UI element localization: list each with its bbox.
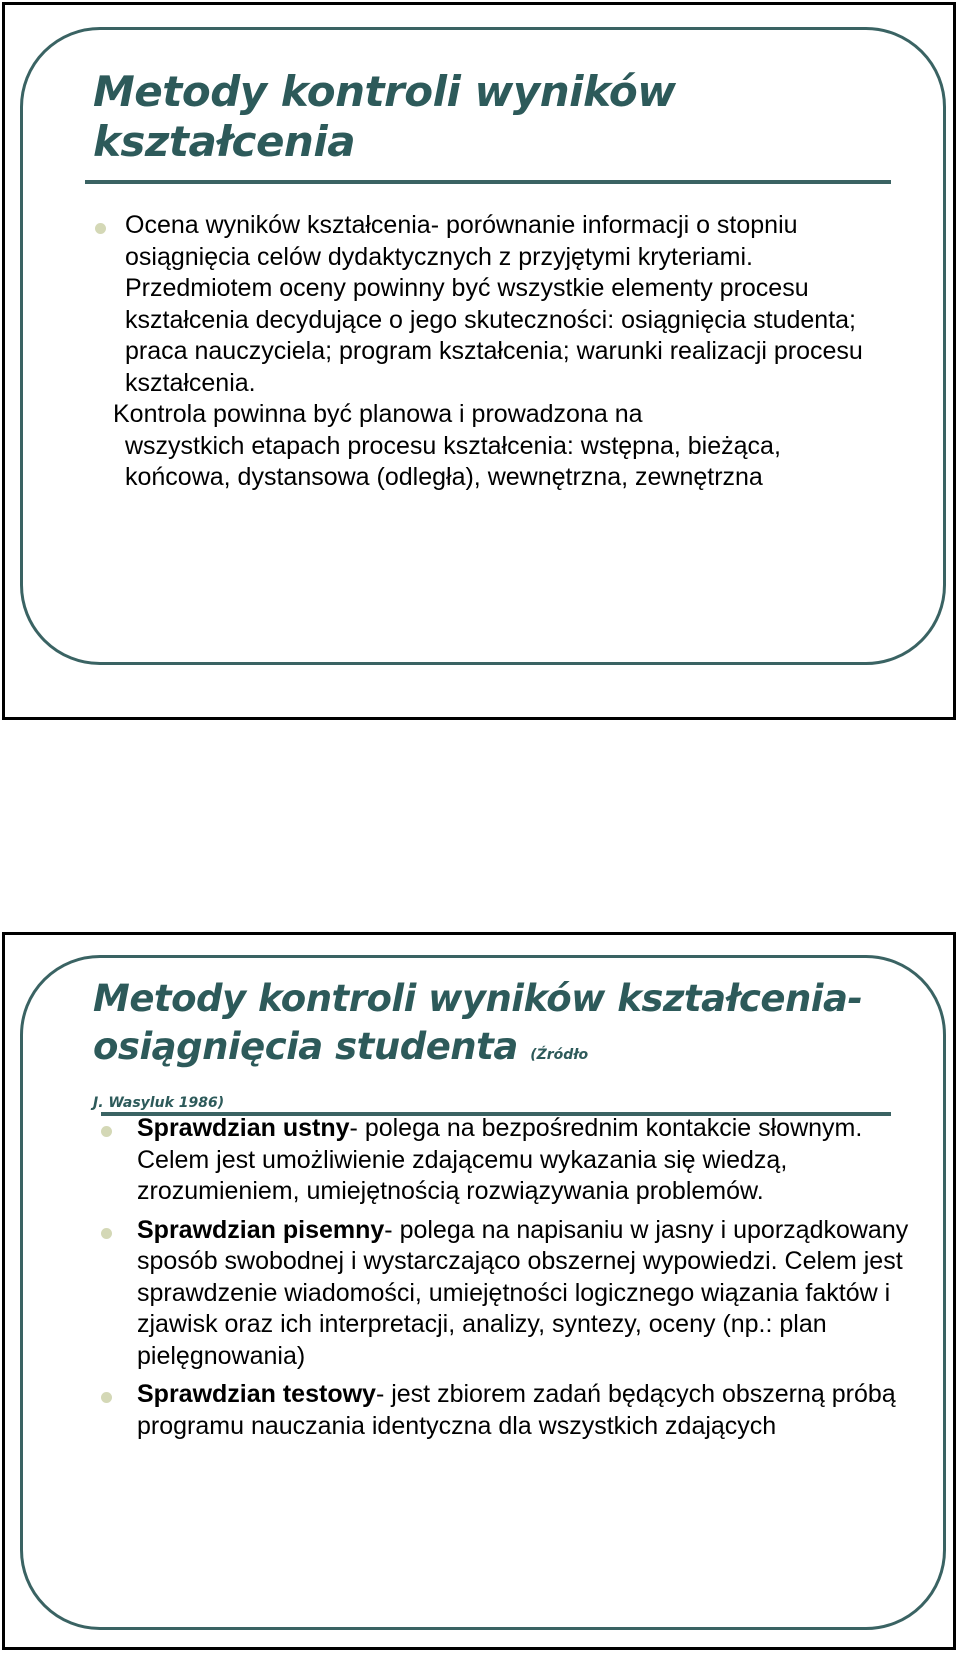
source-citation: (Źródło bbox=[530, 1047, 589, 1063]
paragraph-rest: wszystkich etapach procesu kształcenia: wstępna, bieżąca, końcowa, dystansowa (odległa), wewnętrzna, zewnętrzna bbox=[125, 431, 781, 491]
item-description: - jest zbiorem zadań będących obszerną próbą programu nauczania identyczna dla wszystkich zdających bbox=[137, 1380, 896, 1440]
bullet-icon bbox=[101, 1126, 112, 1137]
list-item bbox=[101, 1379, 941, 1442]
slide-title-text: Metody kontroli wyników kształcenia- osiągnięcia studenta bbox=[93, 977, 863, 1068]
slide-title: Metody kontroli wyników kształcenia bbox=[93, 67, 676, 166]
bullet-icon bbox=[95, 223, 106, 234]
item-term: Sprawdzian pisemny bbox=[137, 1215, 385, 1244]
item-description: - polega na napisaniu w jasny i uporządkowany sposób swobodnej i wystarczająco obszernej wypowiedzi. Celem jest sprawdzenie wiadomości, umiejętności logicznego wiązania faktów i zjawisk oraz ich interpretacji, analizy, syntezy, oceny (np.: plan pielęgnowania) bbox=[137, 1215, 909, 1370]
item-term: Sprawdzian testowy bbox=[137, 1380, 376, 1408]
slide-body bbox=[101, 1113, 941, 1449]
slide-title bbox=[93, 975, 873, 1119]
list-item bbox=[101, 1215, 941, 1373]
paragraph bbox=[91, 399, 881, 494]
bullet-item bbox=[91, 210, 881, 399]
slide-body bbox=[91, 210, 881, 494]
source-citation-cont: J. Wasyluk 1986) bbox=[93, 1095, 225, 1111]
item-description: - polega na bezpośrednim kontakcie słownym. Celem jest umożliwienie zdającemu wykazania się wiedzą, zrozumieniem, umiejętnością rozwiązywania problemów. bbox=[137, 1114, 863, 1205]
bullet-icon bbox=[101, 1392, 112, 1403]
bullet-text: Ocena wyników kształcenia- porównanie informacji o stopniu osiągnięcia celów dydaktycznych z przyjętymi kryteriami. Przedmiotem oceny powinny być wszystkie elementy procesu kształcenia decydujące o jego skuteczności: osiągnięcia studenta; praca nauczyciela; program kształcenia; warunki realizacji procesu kształcenia. bbox=[125, 211, 863, 397]
slide-2 bbox=[2, 932, 956, 1650]
bullet-icon bbox=[101, 1228, 112, 1239]
slide-1 bbox=[2, 2, 956, 720]
list-item bbox=[101, 1113, 941, 1208]
title-underline bbox=[85, 180, 891, 184]
item-term: Sprawdzian ustny bbox=[137, 1114, 350, 1142]
paragraph-first-line: Kontrola powinna być planowa i prowadzona na bbox=[113, 400, 643, 428]
